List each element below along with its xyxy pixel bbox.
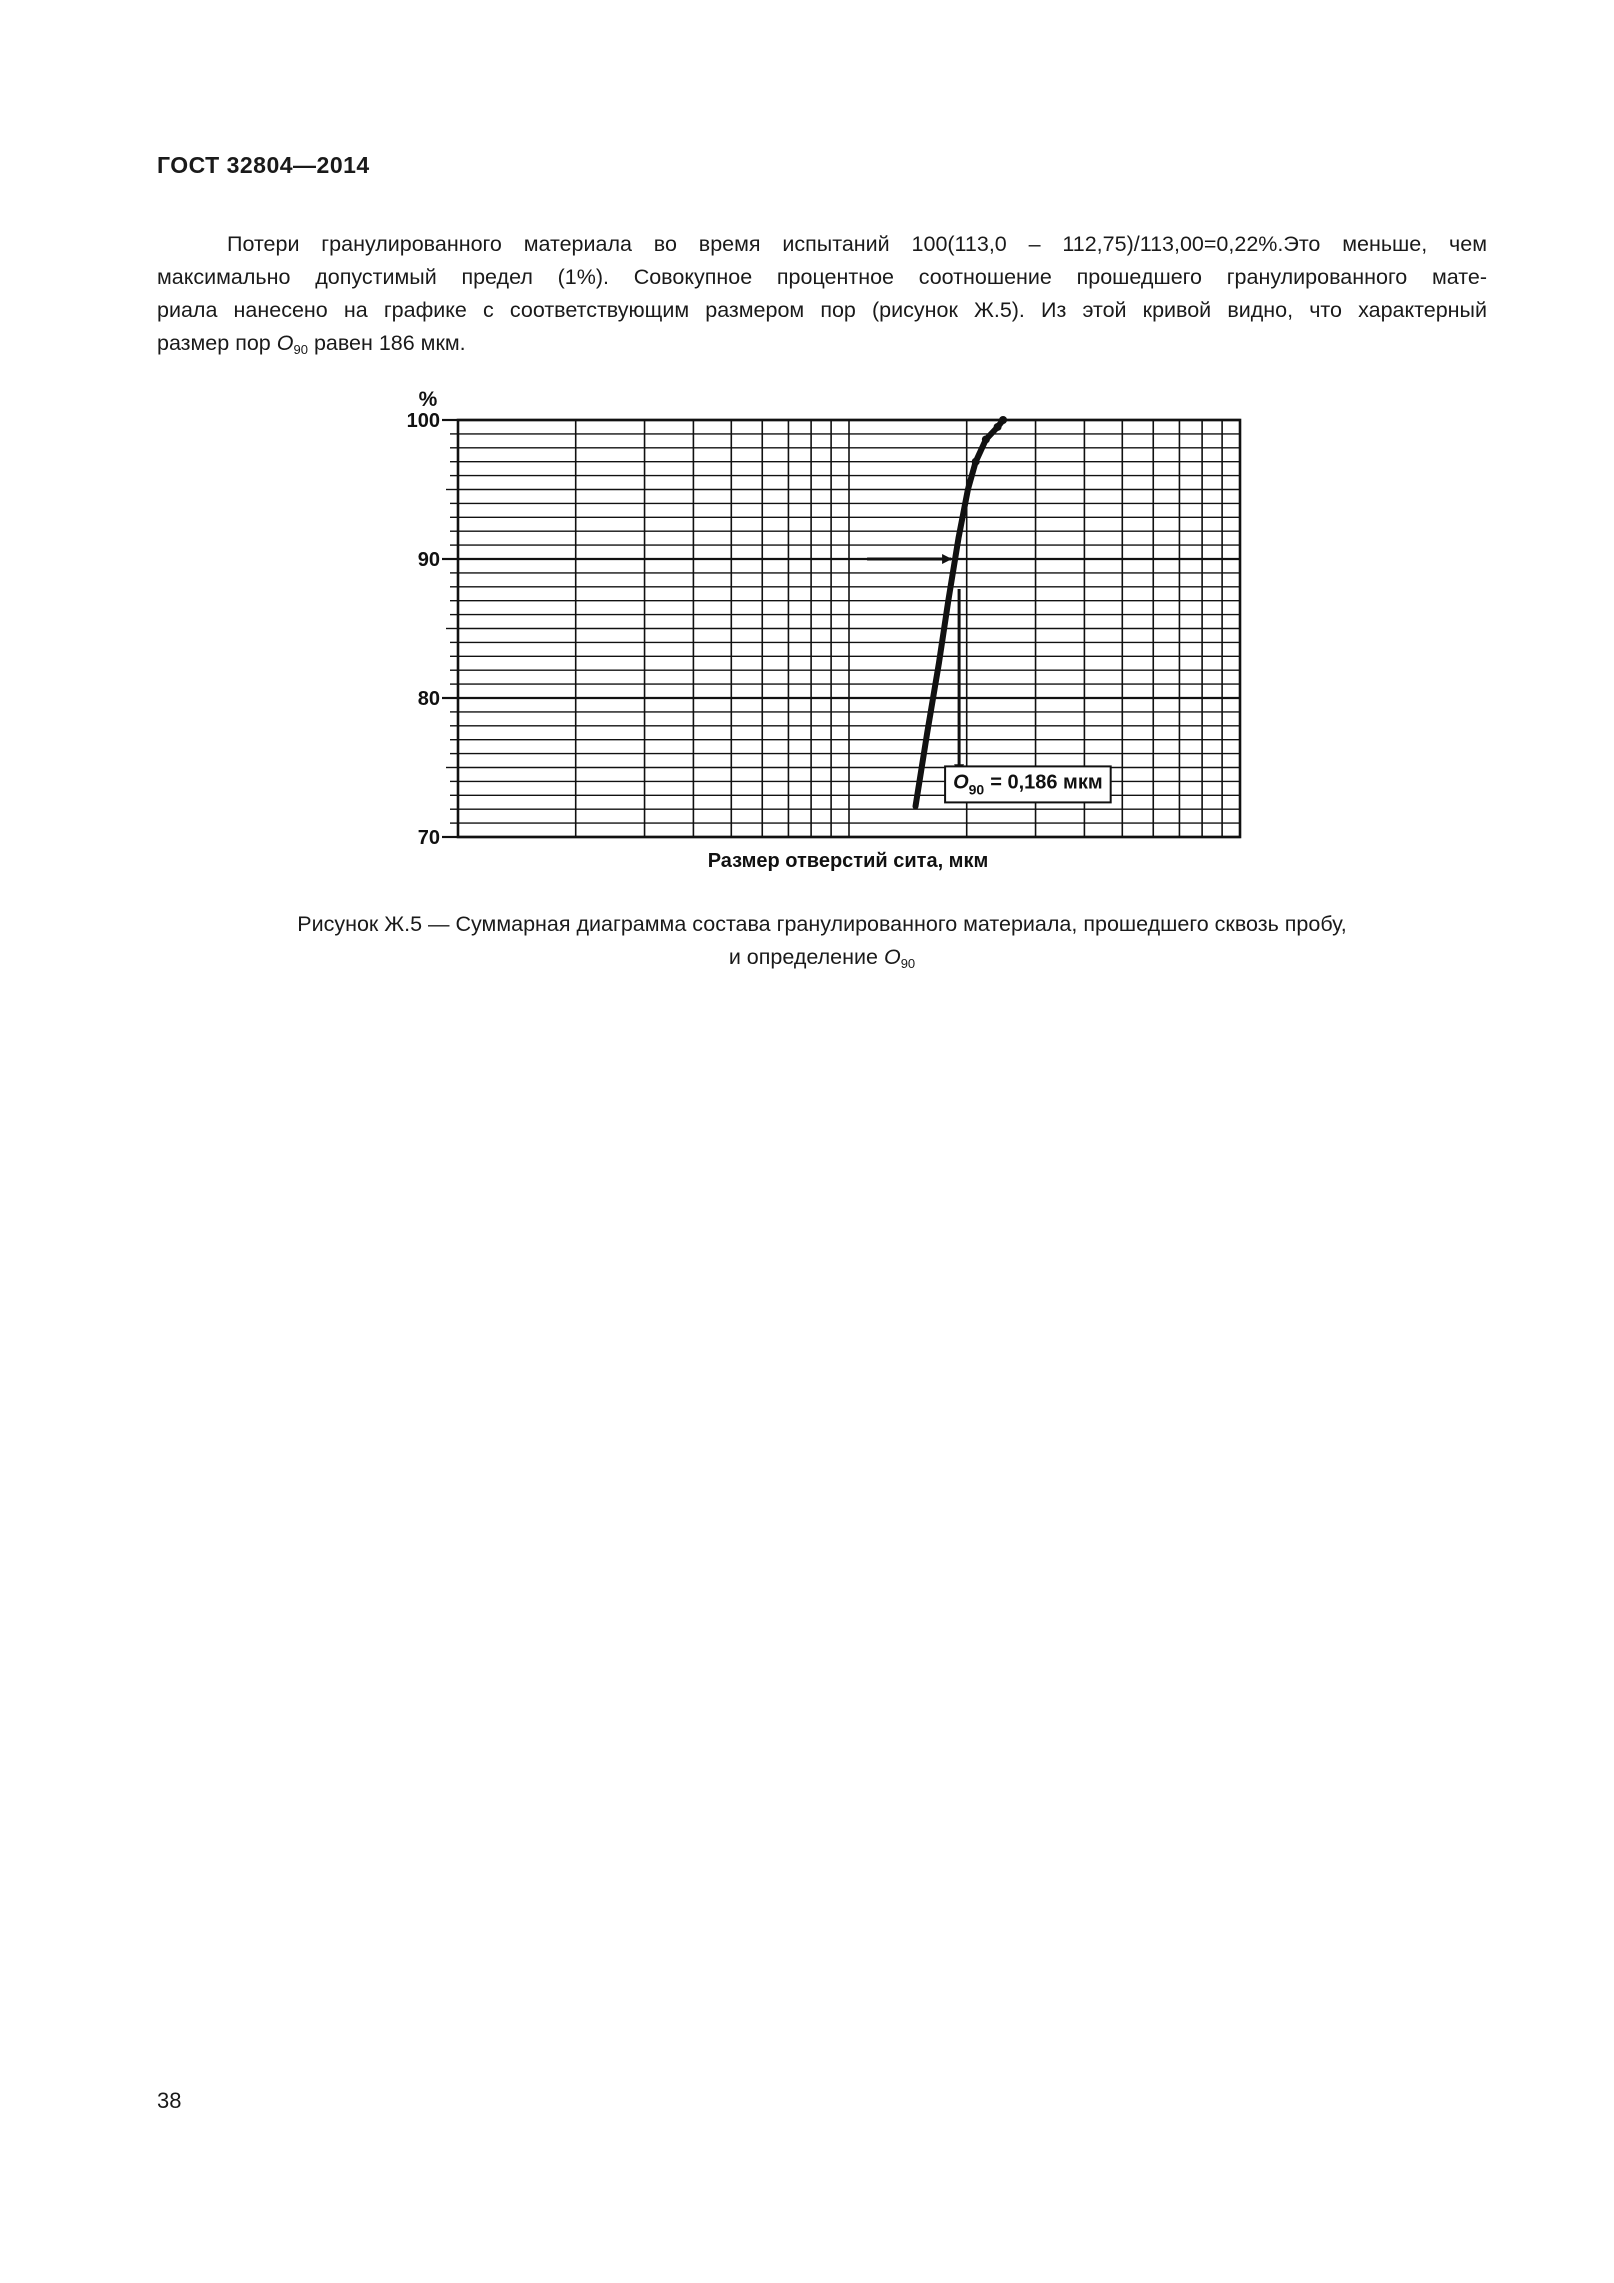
curve-point (999, 416, 1007, 424)
o-subscript: 90 (293, 342, 308, 357)
paragraph-line: максимально допустимый предел (1%). Совокупное процентное соотношение прошедшего гранулированного мате- (157, 265, 1487, 289)
curve-point (972, 458, 980, 466)
paragraph-text: равен 186 мкм. (313, 331, 466, 355)
page-number: 38 (157, 2088, 182, 2113)
o-symbol: O (883, 945, 901, 969)
chart-grid (458, 420, 1240, 837)
document-header: ГОСТ 32804—2014 (157, 152, 370, 178)
y-tick-label: 90 (417, 549, 440, 571)
grain-size-chart (390, 380, 1270, 880)
o90-label-box (945, 766, 1111, 802)
paragraph-line: Потери гранулированного материала во время испытаний 100(113,0 – 112,75)/113,00=0,22%.Это меньше, чем (227, 232, 1487, 256)
y-tick-label: 100 (406, 410, 440, 432)
x-axis-label: Размер отверстий сита, мкм (707, 850, 989, 872)
paragraph-text: размер пор (157, 331, 271, 355)
figure-caption (157, 908, 1487, 980)
body-paragraph (157, 228, 1487, 366)
o90-label-value: = 0,186 мкм (990, 771, 1103, 794)
caption-line (157, 941, 1487, 980)
curve-point (994, 423, 1002, 431)
caption-line: Рисунок Ж.5 — Суммарная диаграмма состава гранулированного материала, прошедшего сквозь пробу, (297, 912, 1347, 936)
y-tick-label: 70 (417, 827, 440, 849)
o90-indicator-arrows (867, 559, 959, 773)
curve-point (982, 435, 990, 443)
o-subscript: 90 (900, 956, 916, 971)
y-axis-label: % (418, 388, 438, 411)
y-axis-ticks (407, 410, 458, 849)
y-tick-label: 80 (417, 688, 440, 710)
o-symbol: O (276, 331, 294, 355)
paragraph-line: риала нанесено на графике с соответствующим размером пор (рисунок Ж.5). Из этой кривой видно, что характерный (157, 298, 1487, 322)
o90-label-subscript: 90 (968, 781, 985, 798)
o90-label-symbol: O (953, 771, 969, 794)
paragraph-line (157, 327, 1487, 366)
caption-text: и определение (728, 945, 878, 969)
curve-points (972, 416, 1007, 466)
